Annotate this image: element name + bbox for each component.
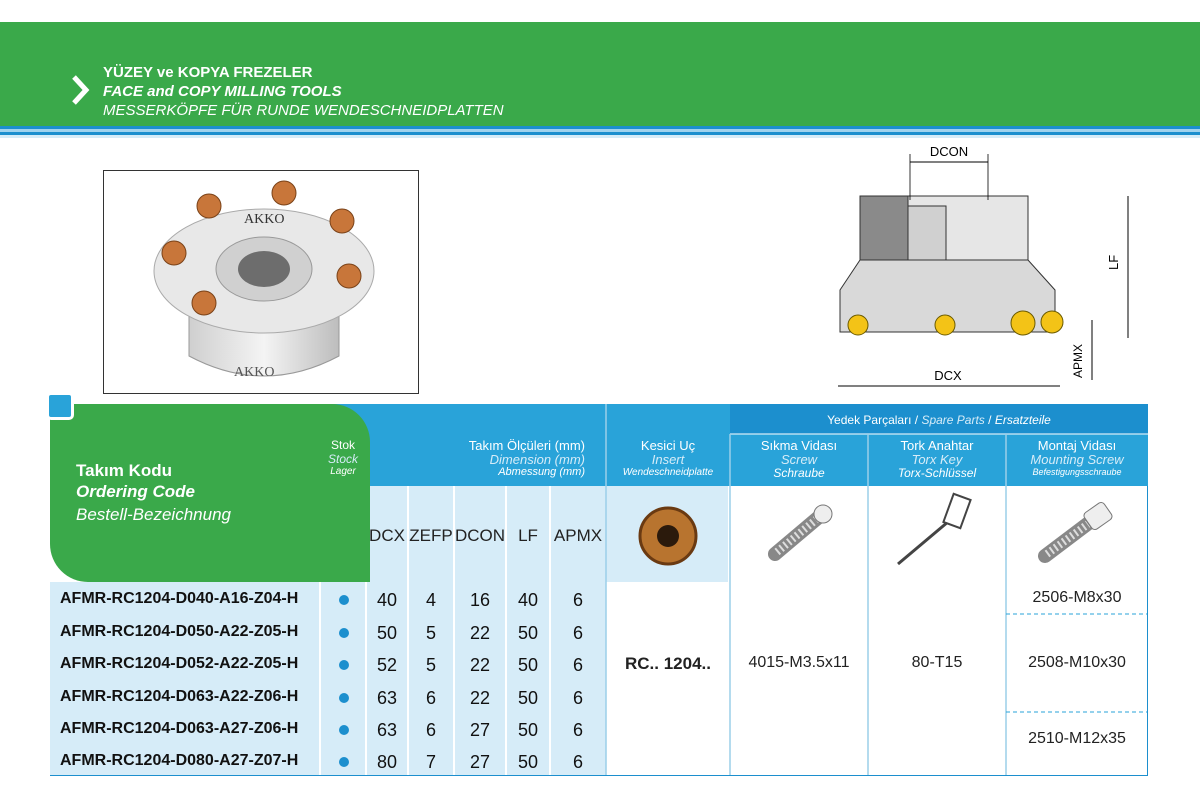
code-header-tr: Takım Kodu [76,461,173,480]
col-header-zefp: ZEFP [409,526,453,545]
cell-dcx: 52 [376,655,398,675]
cell-apmx: 6 [572,655,583,675]
code-header-en: Ordering Code [76,482,196,501]
chevron-right-icon [70,74,90,106]
cell-dcon: 16 [469,590,491,610]
row-code: AFMR-RC1204-D063-A27-Z06-H [60,720,299,737]
cell-zefp: 6 [425,720,436,740]
key-header-de: Torx-Schlüssel [897,466,977,480]
mount-value-2: 2508-M10x30 [1028,654,1126,671]
insert-image [640,508,696,564]
code-header-de: Bestell-Bezeichnung [76,505,231,524]
cell-dcx: 80 [376,752,398,772]
stock-dot [339,595,349,605]
cell-zefp: 7 [425,752,436,772]
spare-header-en: Spare Parts [921,413,985,427]
cell-dcx: 63 [376,720,398,740]
cell-lf: 40 [517,590,539,610]
screw-header-de: Schraube [773,466,825,480]
mount-value-3: 2510-M12x35 [1028,730,1126,747]
cell-apmx: 6 [572,688,583,708]
mount-value-1: 2506-M8x30 [1032,589,1122,606]
cell-lf: 50 [517,655,539,675]
cell-lf: 50 [517,752,539,772]
row-code: AFMR-RC1204-D040-A16-Z04-H [60,590,299,607]
cell-lf: 50 [517,688,539,708]
cell-apmx: 6 [572,720,583,740]
cell-apmx: 6 [572,623,583,643]
screw-value: 4015-M3.5x11 [748,654,850,671]
cell-zefp: 5 [425,623,436,643]
photo-brand-top: AKKO [244,212,285,227]
milling-cutter-image [104,171,418,393]
stock-dot [339,693,349,703]
spare-parts-header: Yedek Parçaları / Spare Parts / Ersatzteile [827,413,1051,427]
spare-header-tr: Yedek Parçaları [827,413,912,427]
title-tr: YÜZEY ve KOPYA FREZELER [103,64,313,81]
dimension-header-de: Abmessung (mm) [498,466,585,478]
product-photo [103,170,419,394]
row-code: AFMR-RC1204-D050-A22-Z05-H [60,623,299,640]
spare-header-de: Ersatzteile [994,413,1051,427]
cell-lf: 50 [517,623,539,643]
product-table [50,404,1148,776]
key-header-tr: Tork Anahtar [900,438,974,453]
screw-header-en: Screw [780,452,818,467]
stock-header-en: Stock [327,452,358,466]
col-header-lf: LF [518,526,538,545]
dim-lf: LF [1106,254,1121,270]
cell-dcon: 22 [469,655,491,675]
dimension-header-tr: Takım Ölçüleri (mm) [468,438,585,453]
row-code: AFMR-RC1204-D080-A27-Z07-H [60,752,299,769]
stock-dot [339,757,349,767]
photo-brand-side: AKKO [234,365,275,380]
title-de: MESSERKÖPFE FÜR RUNDE WENDESCHNEIDPLATTEN [103,102,504,119]
key-header-en: Torx Key [911,452,963,467]
stock-dot [339,725,349,735]
cell-zefp: 4 [425,590,436,610]
cell-apmx: 6 [572,752,583,772]
mount-header-de: Befestigungsschraube [1032,467,1122,477]
stock-dot [339,660,349,670]
insert-header-en: Insert [651,452,685,467]
screw-header-tr: Sıkma Vidası [760,438,838,453]
mount-header-tr: Montaj Vidası [1037,438,1117,453]
insert-header-de: Wendeschneidplatte [622,467,714,478]
banner-stripes [0,126,1200,138]
cell-dcon: 22 [469,688,491,708]
key-value: 80-T15 [911,654,963,671]
cell-dcon: 22 [469,623,491,643]
insert-header-tr: Kesici Uç [640,438,696,453]
dimension-header-en: Dimension (mm) [489,452,585,467]
dim-dcx: DCX [934,368,962,383]
technical-drawing [820,140,1180,390]
mount-header-en: Mounting Screw [1030,452,1124,467]
stock-dot [339,628,349,638]
logo-mark [46,392,74,420]
dim-dcon: DCON [929,144,969,159]
cell-zefp: 6 [425,688,436,708]
cell-dcx: 40 [376,590,398,610]
col-header-dcx: DCX [369,526,405,545]
cell-dcon: 27 [469,752,491,772]
stock-header-de: Lager [330,466,356,477]
stock-header-tr: Stok [330,438,355,452]
cell-dcx: 63 [376,688,398,708]
cell-dcon: 27 [469,720,491,740]
insert-value: RC.. 1204.. [625,654,711,673]
cell-zefp: 5 [425,655,436,675]
row-code: AFMR-RC1204-D063-A22-Z06-H [60,688,299,705]
col-header-apmx: APMX [553,526,603,545]
title-en: FACE and COPY MILLING TOOLS [103,83,342,100]
cell-lf: 50 [517,720,539,740]
cell-dcx: 50 [376,623,398,643]
dim-apmx: APMX [1071,343,1085,378]
row-code: AFMR-RC1204-D052-A22-Z05-H [60,655,299,672]
cell-apmx: 6 [572,590,583,610]
col-header-dcon: DCON [454,526,506,545]
